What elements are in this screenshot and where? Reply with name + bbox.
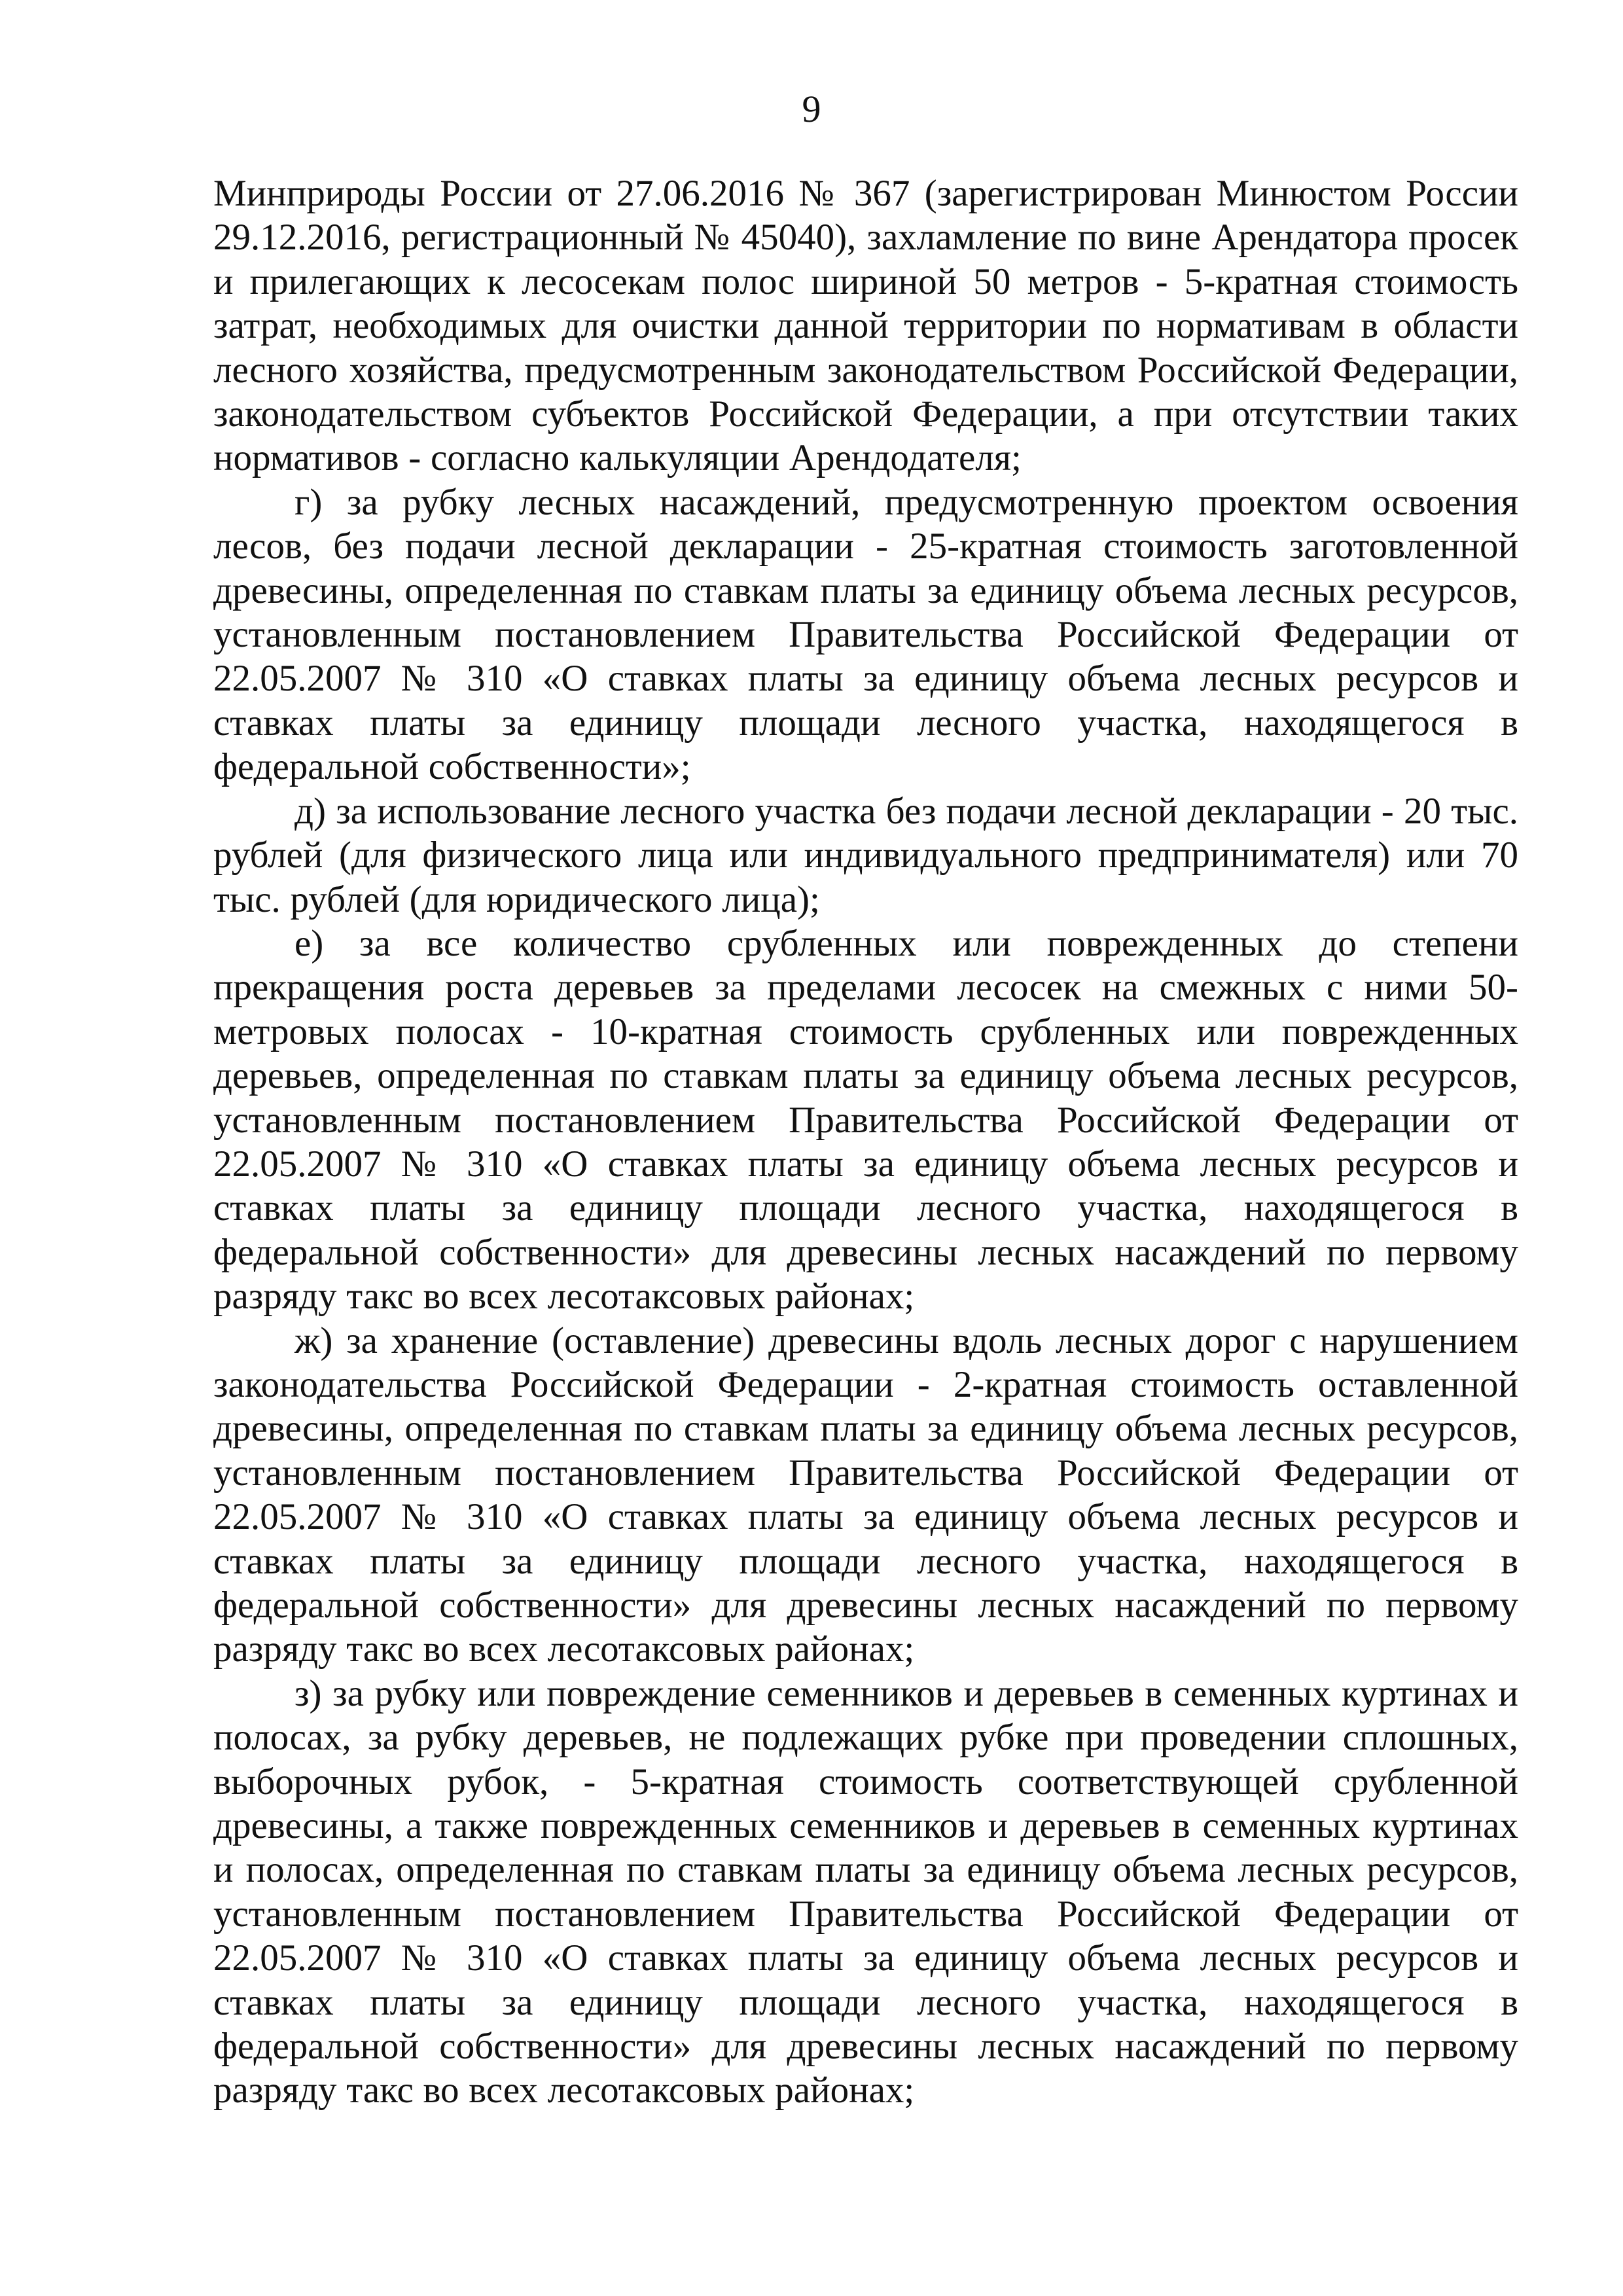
paragraph-item-e: е) за все количество срубленных или поврежденных до степени прекращения роста деревьев за пределами лесосек на смежных с ними 50-метровых полосах - 10-кратная стоимость срубленных или поврежденных деревьев, определенная по ставкам платы за единицу объема лесных ресурсов, установленным постановлением Правительства Российской Федерации от 22.05.2007 № 310 «О ставках платы за единицу объема лесных ресурсов и ставках платы за единицу площади лесного участка, находящегося в федеральной собственности» для древесины лесных насаждений по первому разряду такс во всех лесотаксовых районах; bbox=[213, 922, 1518, 1318]
paragraph-item-z: з) за рубку или повреждение семенников и деревьев в семенных куртинах и полосах, за рубку деревьев, не подлежащих рубке при проведении сплошных, выборочных рубок, - 5-кратная стоимость соответствующей срубленной древесины, а также поврежденных семенников и деревьев в семенных куртинах и полосах, определенная по ставкам платы за единицу объема лесных ресурсов, установленным постановлением Правительства Российской Федерации от 22.05.2007 № 310 «О ставках платы за единицу объема лесных ресурсов и ставках платы за единицу площади лесного участка, находящегося в федеральной собственности» для древесины лесных насаждений по первому разряду такс во всех лесотаксовых районах; bbox=[213, 1672, 1518, 2111]
page-number: 9 bbox=[802, 88, 821, 130]
paragraph-item-d: д) за использование лесного участка без подачи лесной декларации - 20 тыс. рублей (для физического лица или индивидуального предпринимателя) или 70 тыс. рублей (для юридического лица); bbox=[213, 790, 1518, 920]
paragraph-continuation: Минприроды России от 27.06.2016 № 367 (зарегистрирован Минюстом России 29.12.2016, регистрационный № 45040), захламление по вине Арендатора просек и прилегающих к лесосекам полос шириной 50 метров - 5-кратная стоимость затрат, необходимых для очистки данной территории по нормативам в области лесного хозяйства, предусмотренным законодательством Российской Федерации, законодательством субъектов Российской Федерации, а при отсутствии таких нормативов - согласно калькуляции Арендодателя; bbox=[213, 173, 1518, 479]
paragraph-item-zh: ж) за хранение (оставление) древесины вдоль лесных дорог с нарушением законодательства Российской Федерации - 2-кратная стоимость оставленной древесины, определенная по ставкам платы за единицу объема лесных ресурсов, установленным постановлением Правительства Российской Федерации от 22.05.2007 № 310 «О ставках платы за единицу объема лесных ресурсов и ставках платы за единицу площади лесного участка, находящегося в федеральной собственности» для древесины лесных насаждений по первому разряду такс во всех лесотаксовых районах; bbox=[213, 1319, 1518, 1670]
paragraph-item-g: г) за рубку лесных насаждений, предусмотренную проектом освоения лесов, без подачи лесной декларации - 25-кратная стоимость заготовленной древесины, определенная по ставкам платы за единицу объема лесных ресурсов, установленным постановлением Правительства Российской Федерации от 22.05.2007 № 310 «О ставках платы за единицу объема лесных ресурсов и ставках платы за единицу площади лесного участка, находящегося в федеральной собственности»; bbox=[213, 481, 1518, 788]
document-body bbox=[213, 171, 1518, 2113]
